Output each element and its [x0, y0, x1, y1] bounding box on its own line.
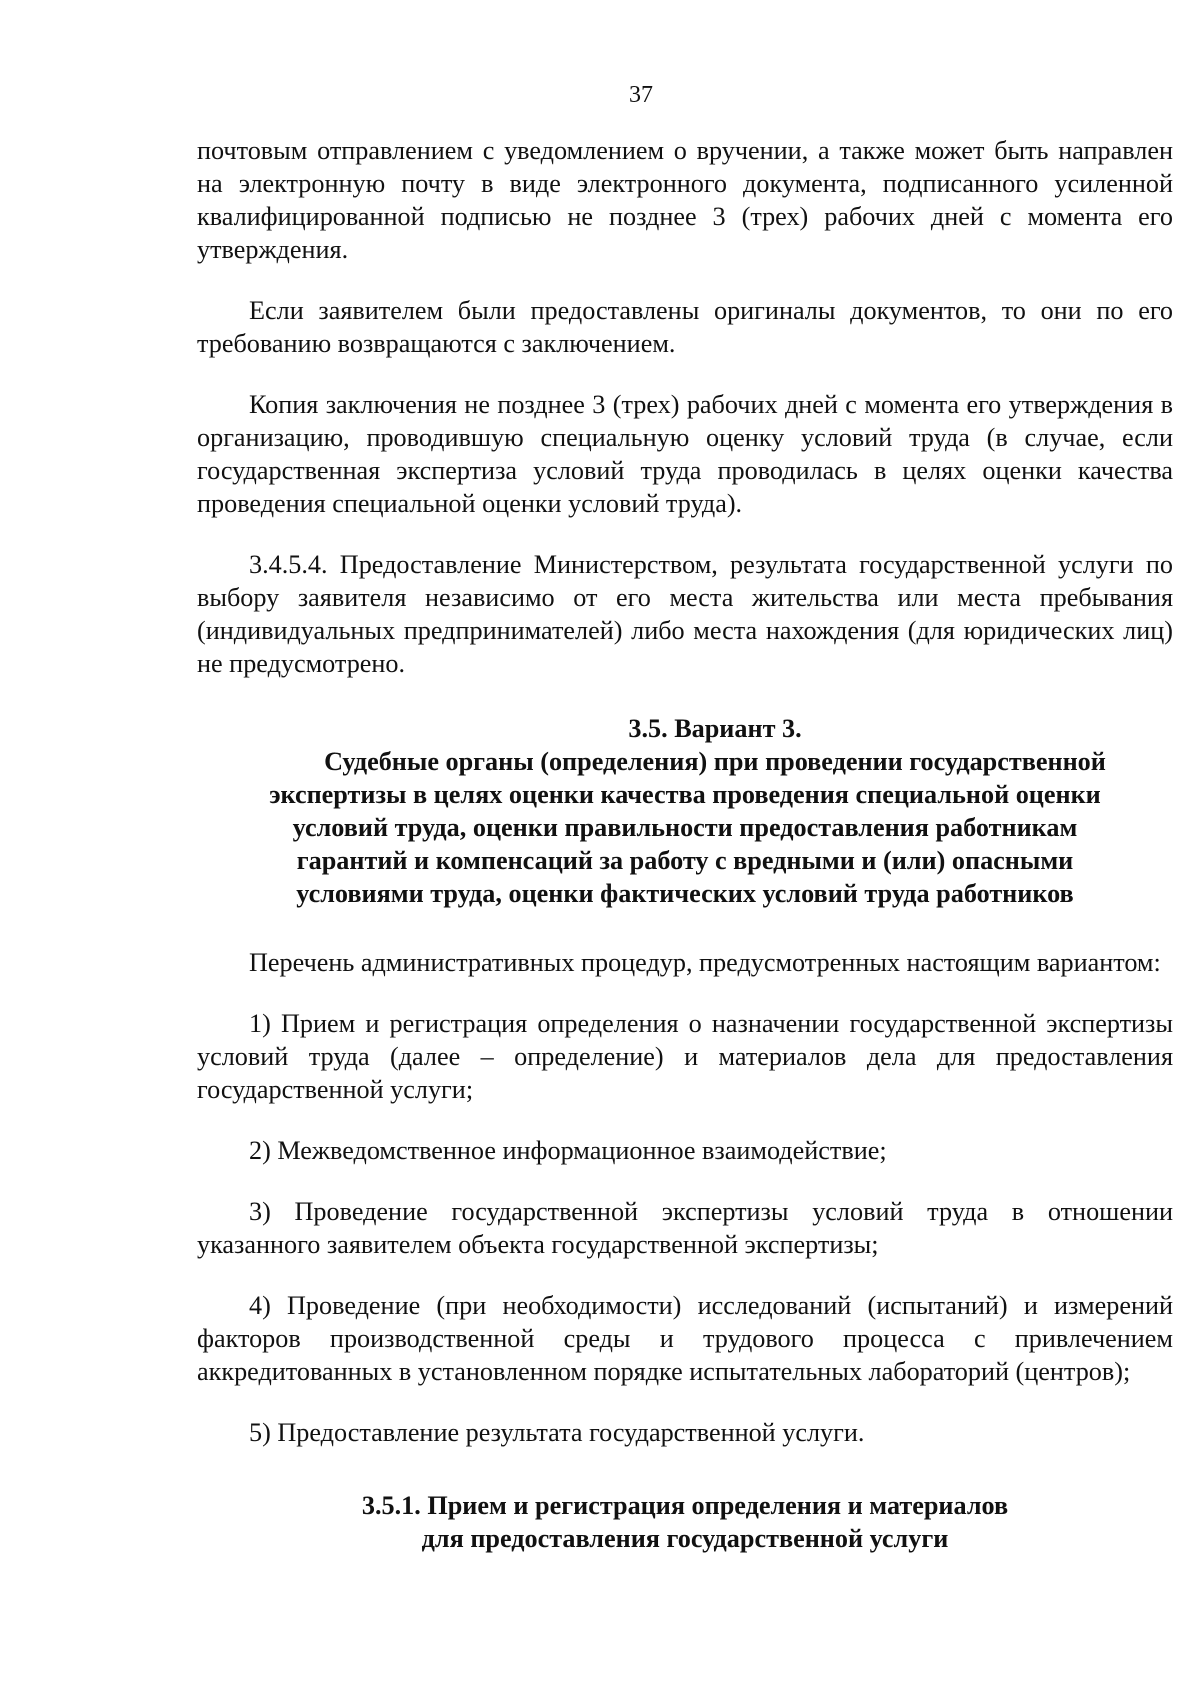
- section-number: 3.5. Вариант 3.: [628, 714, 802, 743]
- paragraph-continuation: почтовым отправлением с уведомлением о вручении, а также может быть направлен на электронную почту в виде электронного документа, подписанного усиленной квалифицированной подписью не позднее 3 (трех) рабочих дней с момента его утверждения.: [197, 136, 1173, 264]
- procedure-item: 4) Проведение (при необходимости) исследований (испытаний) и измерений факторов производственной среды и трудового процесса с привлечением аккредитованных в установленном порядке испытательных лабораторий (центров);: [197, 1291, 1173, 1386]
- page-number: 37: [629, 82, 653, 108]
- procedure-item: 1) Прием и регистрация определения о назначении государственной экспертизы условий труда (далее – определение) и материалов дела для предоставления государственной услуги;: [197, 1009, 1173, 1104]
- procedures-intro: Перечень административных процедур, предусмотренных настоящим вариантом:: [249, 948, 1161, 977]
- section-title-line: гарантий и компенсаций за работу с вредными и (или) опасными: [296, 846, 1074, 875]
- paragraph-conclusion-copy: Копия заключения не позднее 3 (трех) рабочих дней с момента его утверждения в организацию, проводившую специальную оценку условий труда (в случае, если государственная экспертиза условий труда проводилась в целях оценки качества проведения специальной оценки условий труда).: [197, 390, 1173, 518]
- subsection-title-line: для предоставления государственной услуги: [421, 1524, 949, 1553]
- document-body: [197, 134, 1173, 1555]
- section-heading: [197, 712, 1173, 910]
- section-title-line: условиями труда, оценки фактических условий труда работников: [296, 879, 1074, 908]
- paragraph-originals-returned: Если заявителем были предоставлены оригиналы документов, то они по его требованию возвращаются с заключением.: [197, 296, 1173, 358]
- paragraph-3-4-5-4: 3.4.5.4. Предоставление Министерством, результата государственной услуги по выбору заявителя независимо от его места жительства или места пребывания (индивидуальных предпринимателей) либо места нахождения (для юридических лиц) не предусмотрено.: [197, 550, 1173, 678]
- section-title-line: экспертизы в целях оценки качества проведения специальной оценки: [269, 780, 1101, 809]
- section-title-line: условий труда, оценки правильности предоставления работникам: [292, 813, 1078, 842]
- procedure-item: 2) Межведомственное информационное взаимодействие;: [249, 1136, 887, 1165]
- subsection-title-line: 3.5.1. Прием и регистрация определения и материалов: [361, 1491, 1009, 1520]
- procedure-item: 3) Проведение государственной экспертизы условий труда в отношении указанного заявителем объекта государственной экспертизы;: [197, 1197, 1173, 1259]
- subsection-heading: [197, 1489, 1173, 1555]
- section-title-line: Судебные органы (определения) при проведении государственной: [324, 747, 1106, 776]
- procedure-item: 5) Предоставление результата государственной услуги.: [249, 1418, 865, 1447]
